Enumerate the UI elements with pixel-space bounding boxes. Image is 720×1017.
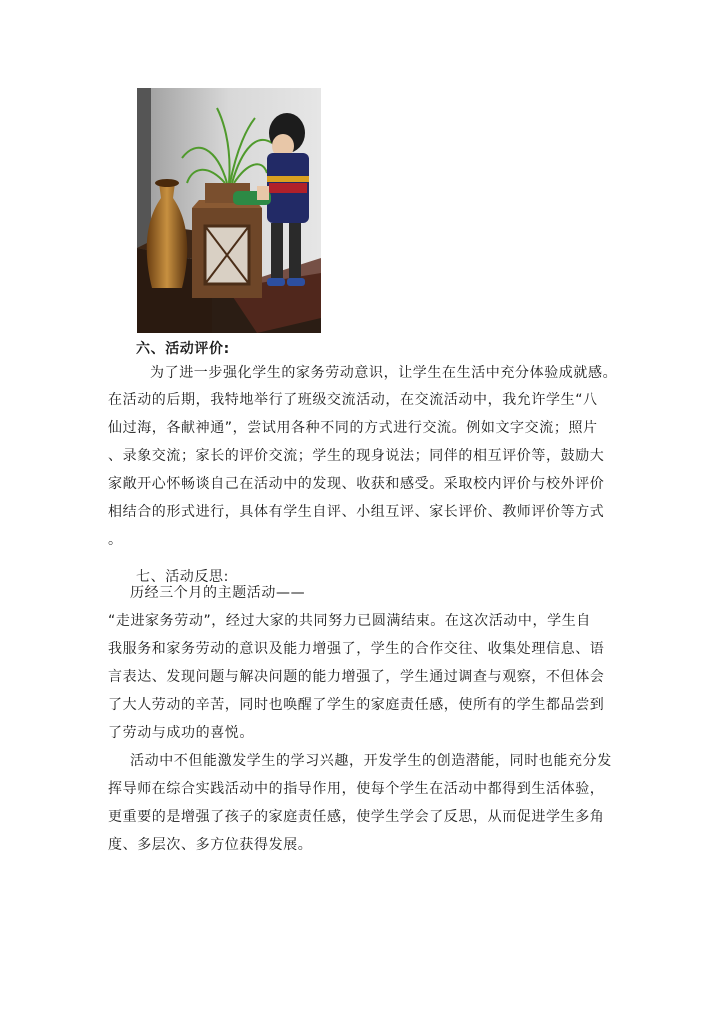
paragraph-line: 度、多层次、多方位获得发展。	[108, 837, 313, 853]
paragraph-line: 为了进一步强化学生的家务劳动意识，让学生在生活中充分体验成就感。	[150, 365, 618, 381]
section-heading-evaluation: 六、活动评价:	[136, 341, 230, 357]
paragraph-line: 相结合的形式进行，具体有学生自评、小组互评、家长评价、教师评价等方式	[108, 504, 605, 520]
paragraph-line: 我服务和家务劳动的意识及能力增强了，学生的合作交往、收集处理信息、语	[108, 641, 605, 657]
paragraph-line: 在活动的后期，我特地举行了班级交流活动，在交流活动中，我允许学生“八	[108, 392, 598, 408]
paragraph-line: “走进家务劳动”，经过大家的共同努力已圆满结束。在这次活动中，学生自	[108, 613, 591, 629]
paragraph-line: 更重要的是增强了孩子的家庭责任感，使学生学会了反思，从而促进学生多角	[108, 809, 605, 825]
paragraph-line: 了大人劳动的辛苦，同时也唤醒了学生的家庭责任感，使所有的学生都品尝到	[108, 697, 605, 713]
activity-photo	[137, 88, 321, 333]
paragraph-line: 家敞开心怀畅谈自己在活动中的发现、收获和感受。采取校内评价与校外评价	[108, 476, 605, 492]
paragraph-line: 、录象交流；家长的评价交流；学生的现身说法；同伴的相互评价等，鼓励大	[108, 448, 605, 464]
section-heading-reflection: 七、活动反思:	[136, 569, 229, 585]
paragraph-line: 仙过海，各献神通”，尝试用各种不同的方式进行交流。例如文字交流；照片	[108, 420, 598, 436]
paragraph-line: 了劳动与成功的喜悦。	[108, 725, 254, 741]
paragraph-line: 挥导师在综合实践活动中的指导作用，使每个学生在活动中都得到生活体验，	[108, 781, 605, 797]
paragraph-line: 历经三个月的主题活动——	[130, 585, 306, 601]
paragraph-line: 。	[108, 532, 123, 548]
paragraph-line: 言表达、发现问题与解决问题的能力增强了，学生通过调查与观察，不但体会	[108, 669, 605, 685]
paragraph-line: 活动中不但能激发学生的学习兴趣，开发学生的创造潜能，同时也能充分发	[130, 753, 612, 769]
